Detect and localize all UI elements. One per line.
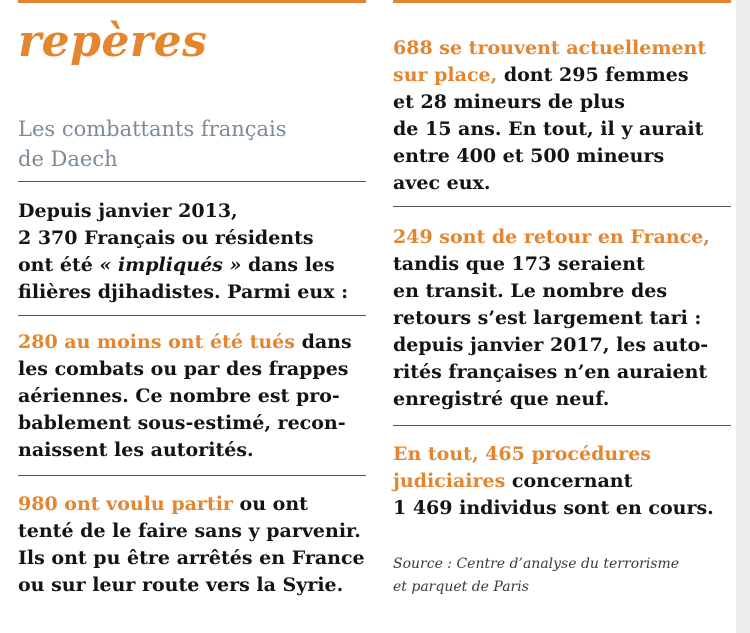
on-site-line-4: de 15 ans. En tout, il y aurait [393,118,704,140]
leave-line-4: ou sur leur route vers la Syrie. [18,574,344,596]
highlight-text: En tout, 465 procédures [393,443,651,465]
source-note [393,553,679,599]
returned-paragraph [393,224,710,413]
returned-line-1 [393,224,710,251]
killed-line-1: 280 au moins ont été tués dans [18,331,352,353]
highlight-text: 249 sont de retour en France, [393,226,710,248]
on-site-line-2: sur place, dont 295 femmes [393,64,689,86]
returned-line-7: enregistré que neuf. [393,388,610,410]
subtitle-line-1: Les combattants français [18,117,287,141]
quoted-term: « impliqués » [99,254,242,276]
on-site-line-3: et 28 mineurs de plus [393,91,625,113]
killed-paragraph [18,329,352,464]
top-accent-rule-right [393,0,731,3]
returned-line-6: rités françaises n’en auraient [393,361,708,383]
killed-line-2: les combats ou par des frappes [18,358,349,380]
returned-line-3: en transit. Le nombre des [393,280,668,302]
page-edge-strip [736,0,750,633]
killed-line-5: naissent les autorités. [18,439,254,461]
divider [18,315,366,316]
returned-line-4: retours s’est largement tari : [393,307,702,329]
procedures-line-2: judiciaires concernant [393,470,633,492]
procedures-line-3: 1 469 individus sont en cours. [393,497,714,519]
killed-line-4: bablement sous-estimé, recon- [18,412,346,434]
subtitle-line-2: de Daech [18,147,118,171]
on-site-paragraph [393,35,706,197]
highlight-text: 980 ont voulu partir [18,493,233,515]
intro-line-2: 2 370 Français ou résidents [18,227,314,249]
procedures-paragraph [393,441,714,522]
intro-line-3: ont été « impliqués » dans les [18,254,335,276]
highlight-text: judiciaires [393,470,506,492]
source-line-1: Source : Centre d’analyse du terrorisme [393,556,680,572]
killed-line-3: aériennes. Ce nombre est pro- [18,385,340,407]
returned-line-2: tandis que 173 seraient [393,253,645,275]
highlight-text: 688 se trouvent actuellement [393,37,707,59]
leave-line-3: Ils ont pu être arrêtés en France [18,547,365,569]
divider [393,206,731,207]
intro-line-1: Depuis janvier 2013, [18,200,238,222]
divider [393,425,731,426]
subtitle [18,114,287,174]
procedures-line-1 [393,441,714,468]
wanted-to-leave-paragraph [18,491,365,599]
divider [18,475,366,476]
on-site-line-5: entre 400 et 500 mineurs [393,145,665,167]
intro-line-4: filières djihadistes. Parmi eux : [18,281,349,303]
intro-paragraph [18,198,348,306]
highlight-text: sur place, [393,64,498,86]
section-title: repères [18,16,208,67]
source-line-2: et parquet de Paris [393,579,529,595]
top-accent-rule-left [18,0,366,3]
returned-line-5: depuis janvier 2017, les auto- [393,334,709,356]
highlight-text: 280 au moins ont été tués [18,331,295,353]
divider [18,181,366,182]
leave-line-2: tenté de le faire sans y parvenir. [18,520,361,542]
on-site-line-6: avec eux. [393,172,491,194]
leave-line-1: 980 ont voulu partir ou ont [18,493,308,515]
on-site-line-1 [393,35,706,62]
